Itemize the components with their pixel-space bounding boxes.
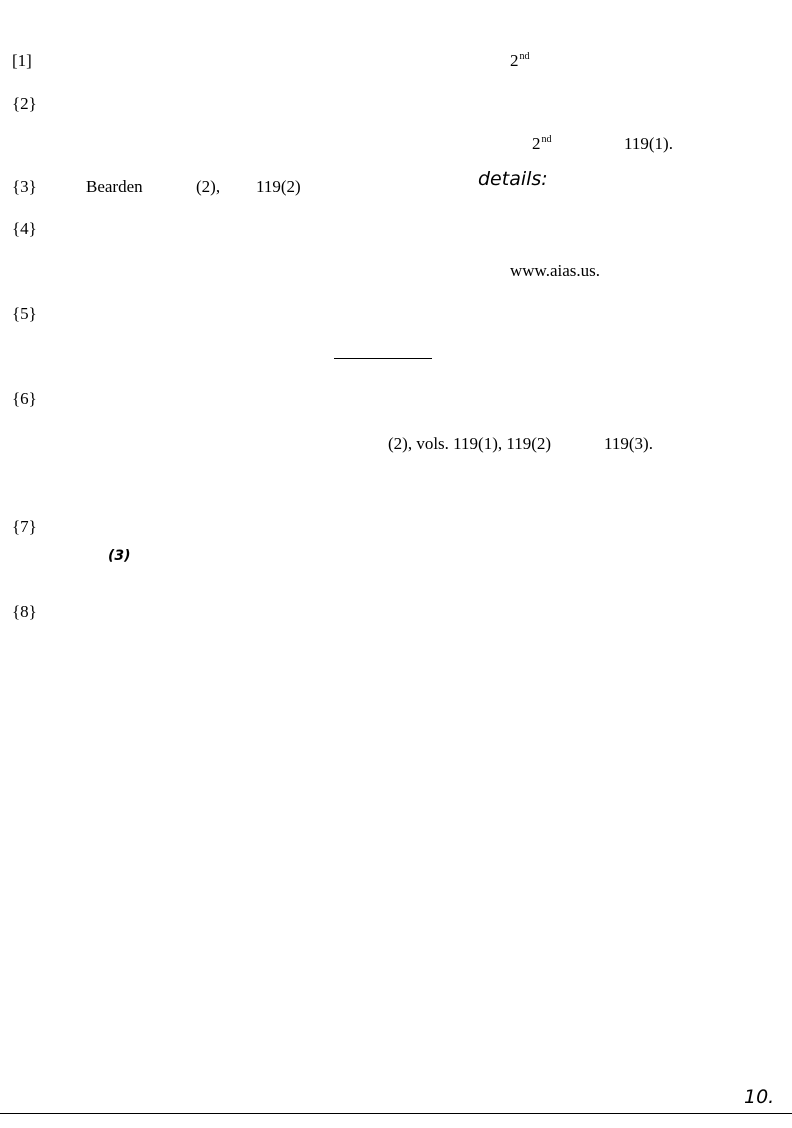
edition-superscript: nd: [541, 134, 552, 145]
handwritten-page-number: 10.: [744, 1086, 775, 1108]
edition-ordinal: [510, 52, 530, 69]
reference-marker: {4}: [12, 219, 37, 238]
volume-list: (2), vols. 119(1), 119(2): [388, 434, 552, 453]
author-name: Bearden: [86, 177, 143, 196]
reference-marker: {2}: [12, 94, 37, 113]
volume-number: 119(2): [256, 177, 301, 196]
reference-marker: {6}: [12, 389, 37, 408]
edition-superscript: nd: [519, 51, 530, 62]
reference-marker: {3}: [12, 177, 37, 196]
website-url: www.aias.us.: [510, 261, 601, 280]
reference-marker: [1]: [12, 51, 32, 70]
volume-number: 119(3).: [604, 434, 653, 453]
underline-rule: [334, 358, 432, 359]
footer-rule: [0, 1113, 792, 1114]
volume-number: 119(1).: [624, 134, 673, 153]
reference-marker: {7}: [12, 517, 37, 536]
issue-number: (2),: [196, 177, 221, 196]
edition-ordinal: [532, 135, 552, 152]
handwritten-reference-number: (3): [108, 548, 131, 564]
edition-number: 2: [532, 134, 541, 153]
edition-number: 2: [510, 51, 519, 70]
reference-marker: {5}: [12, 304, 37, 323]
reference-marker: {8}: [12, 602, 37, 621]
handwritten-details-note: details:: [478, 168, 548, 190]
